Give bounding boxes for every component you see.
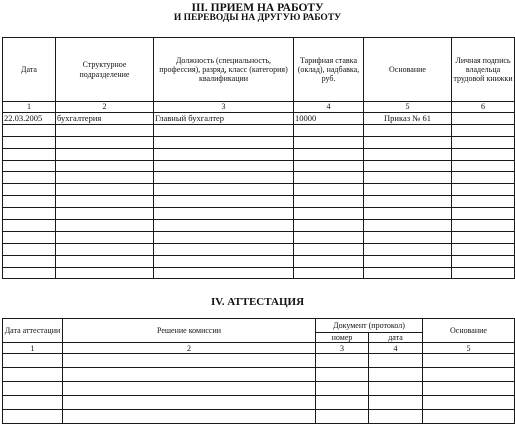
header-attestation-basis: Основание bbox=[423, 319, 515, 343]
table-cell bbox=[3, 196, 56, 208]
table-cell bbox=[294, 148, 364, 160]
table-row bbox=[3, 354, 515, 368]
table-cell bbox=[154, 255, 294, 267]
table-cell bbox=[3, 172, 56, 184]
table-cell bbox=[3, 124, 56, 136]
table-cell bbox=[56, 136, 154, 148]
header-doc-number: номер bbox=[316, 333, 369, 343]
table-row bbox=[3, 160, 515, 172]
table-cell bbox=[3, 136, 56, 148]
table-cell bbox=[364, 267, 452, 279]
table-cell bbox=[56, 267, 154, 279]
table-cell bbox=[364, 255, 452, 267]
table-cell bbox=[452, 124, 515, 136]
table-cell bbox=[316, 410, 369, 424]
table-cell bbox=[3, 368, 63, 382]
table-row bbox=[3, 368, 515, 382]
table-cell bbox=[316, 396, 369, 410]
table-cell bbox=[154, 208, 294, 220]
table-cell bbox=[63, 410, 316, 424]
header-position: Должность (специальность, профессия), разряд, класс (категория) квалификации bbox=[154, 38, 294, 102]
section3-title: III. ПРИЕМ НА РАБОТУ bbox=[191, 2, 324, 14]
hiring-transfers-table bbox=[2, 37, 515, 279]
table-cell bbox=[154, 196, 294, 208]
table-cell bbox=[452, 148, 515, 160]
table-cell bbox=[423, 368, 515, 382]
table-cell bbox=[316, 354, 369, 368]
table-cell bbox=[294, 231, 364, 243]
table-cell bbox=[452, 113, 515, 125]
column-number: 2 bbox=[56, 102, 154, 113]
table-cell bbox=[56, 208, 154, 220]
table-cell bbox=[364, 208, 452, 220]
table-cell bbox=[3, 220, 56, 232]
column-number: 3 bbox=[154, 102, 294, 113]
table-cell bbox=[3, 382, 63, 396]
table-cell bbox=[423, 354, 515, 368]
table-cell bbox=[364, 184, 452, 196]
section3-number-row bbox=[3, 102, 515, 113]
table-cell bbox=[56, 184, 154, 196]
table-cell bbox=[369, 396, 423, 410]
table-cell bbox=[294, 255, 364, 267]
column-number: 1 bbox=[3, 102, 56, 113]
table-cell bbox=[3, 208, 56, 220]
table-cell: Главный бухгалтер bbox=[154, 113, 294, 125]
table-row bbox=[3, 172, 515, 184]
table-cell bbox=[56, 196, 154, 208]
table-row bbox=[3, 184, 515, 196]
table-cell bbox=[452, 184, 515, 196]
table-cell bbox=[316, 382, 369, 396]
table-cell bbox=[369, 368, 423, 382]
table-row bbox=[3, 382, 515, 396]
table-cell bbox=[294, 196, 364, 208]
table-cell bbox=[3, 148, 56, 160]
table-cell bbox=[154, 231, 294, 243]
column-number: 2 bbox=[63, 343, 316, 354]
table-cell: 10000 bbox=[294, 113, 364, 125]
table-row bbox=[3, 208, 515, 220]
table-cell bbox=[3, 243, 56, 255]
table-cell bbox=[423, 410, 515, 424]
table-cell bbox=[3, 231, 56, 243]
table-cell bbox=[452, 243, 515, 255]
section4-header-row bbox=[3, 319, 515, 333]
table-row bbox=[3, 124, 515, 136]
table-cell bbox=[452, 231, 515, 243]
table-cell bbox=[369, 354, 423, 368]
table-cell: 22.03.2005 bbox=[3, 113, 56, 125]
table-cell bbox=[294, 243, 364, 255]
column-number: 4 bbox=[369, 343, 423, 354]
table-cell bbox=[423, 382, 515, 396]
table-cell bbox=[56, 172, 154, 184]
column-number: 3 bbox=[316, 343, 369, 354]
table-cell bbox=[452, 136, 515, 148]
table-cell bbox=[452, 255, 515, 267]
table-row bbox=[3, 196, 515, 208]
table-cell bbox=[364, 231, 452, 243]
table-cell bbox=[369, 382, 423, 396]
table-cell bbox=[294, 124, 364, 136]
table-cell bbox=[154, 160, 294, 172]
table-cell bbox=[154, 136, 294, 148]
table-cell bbox=[294, 184, 364, 196]
column-number: 1 bbox=[3, 343, 63, 354]
table-row bbox=[3, 410, 515, 424]
table-cell bbox=[364, 136, 452, 148]
table-row bbox=[3, 255, 515, 267]
table-cell bbox=[154, 148, 294, 160]
column-number: 4 bbox=[294, 102, 364, 113]
table-cell bbox=[56, 231, 154, 243]
table-cell bbox=[452, 196, 515, 208]
table-cell bbox=[56, 220, 154, 232]
table-cell bbox=[364, 243, 452, 255]
table-row bbox=[3, 148, 515, 160]
table-cell bbox=[294, 136, 364, 148]
column-number: 5 bbox=[364, 102, 452, 113]
table-cell bbox=[316, 368, 369, 382]
table-cell bbox=[154, 172, 294, 184]
table-cell bbox=[364, 148, 452, 160]
table-cell bbox=[63, 368, 316, 382]
table-cell bbox=[364, 196, 452, 208]
table-cell bbox=[294, 267, 364, 279]
header-doc-date: дата bbox=[369, 333, 423, 343]
table-cell bbox=[364, 172, 452, 184]
table-cell bbox=[3, 354, 63, 368]
table-row bbox=[3, 113, 515, 125]
table-cell bbox=[56, 124, 154, 136]
table-cell bbox=[3, 255, 56, 267]
table-cell bbox=[63, 354, 316, 368]
table-cell bbox=[452, 220, 515, 232]
header-decision: Решение комиссии bbox=[63, 319, 316, 343]
table-cell bbox=[364, 124, 452, 136]
table-row bbox=[3, 243, 515, 255]
table-cell bbox=[294, 160, 364, 172]
table-cell bbox=[294, 220, 364, 232]
table-row bbox=[3, 231, 515, 243]
table-cell: бухгалтерия bbox=[56, 113, 154, 125]
section3-header-row bbox=[3, 38, 515, 102]
column-number: 6 bbox=[452, 102, 515, 113]
header-basis: Основание bbox=[364, 38, 452, 102]
section3-subtitle: И ПЕРЕВОДЫ НА ДРУГУЮ РАБОТУ bbox=[173, 13, 342, 23]
header-attestation-date: Дата аттестации bbox=[3, 319, 63, 343]
section4-title: IV. АТТЕСТАЦИЯ bbox=[210, 296, 305, 308]
table-cell bbox=[3, 267, 56, 279]
table-cell bbox=[3, 184, 56, 196]
table-cell bbox=[154, 243, 294, 255]
header-signature: Личная подпись владельца трудовой книжки bbox=[452, 38, 515, 102]
table-cell bbox=[294, 172, 364, 184]
table-cell bbox=[56, 160, 154, 172]
table-cell bbox=[452, 160, 515, 172]
table-cell bbox=[154, 267, 294, 279]
table-cell bbox=[294, 208, 364, 220]
header-date: Дата bbox=[3, 38, 56, 102]
table-cell bbox=[56, 243, 154, 255]
table-cell bbox=[452, 267, 515, 279]
table-cell bbox=[63, 382, 316, 396]
column-number: 5 bbox=[423, 343, 515, 354]
table-cell bbox=[154, 220, 294, 232]
table-row bbox=[3, 396, 515, 410]
table-cell bbox=[423, 396, 515, 410]
table-row bbox=[3, 136, 515, 148]
table-cell: Приказ № 61 bbox=[364, 113, 452, 125]
section4-number-row bbox=[3, 343, 515, 354]
table-cell bbox=[452, 172, 515, 184]
table-cell bbox=[56, 255, 154, 267]
table-cell bbox=[3, 160, 56, 172]
table-cell bbox=[154, 184, 294, 196]
table-cell bbox=[3, 410, 63, 424]
header-salary: Тарифная ставка (оклад), надбавка, руб. bbox=[294, 38, 364, 102]
table-cell bbox=[154, 124, 294, 136]
table-cell bbox=[63, 396, 316, 410]
attestation-table bbox=[2, 318, 515, 424]
table-row bbox=[3, 220, 515, 232]
table-cell bbox=[3, 396, 63, 410]
table-cell bbox=[364, 220, 452, 232]
header-document: Документ (протокол) bbox=[316, 319, 423, 333]
table-cell bbox=[364, 160, 452, 172]
table-row bbox=[3, 267, 515, 279]
header-department: Структурное подразделение bbox=[56, 38, 154, 102]
table-cell bbox=[369, 410, 423, 424]
table-cell bbox=[56, 148, 154, 160]
table-cell bbox=[452, 208, 515, 220]
